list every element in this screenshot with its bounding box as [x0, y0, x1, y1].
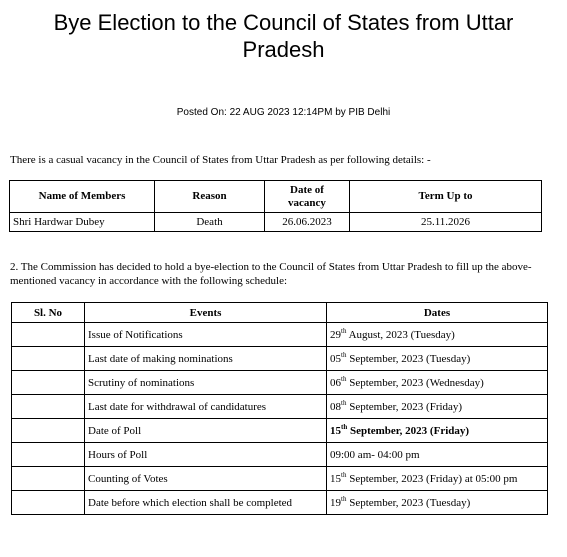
header-date-line2: vacancy — [288, 196, 326, 209]
event-cell: Date before which election shall be completed — [85, 491, 327, 515]
event-cell: Hours of Poll — [85, 443, 327, 467]
slno-cell — [12, 347, 85, 371]
date-rest: September, 2023 (Tuesday) — [346, 352, 471, 365]
date-day: 19 — [330, 496, 341, 509]
posted-info: Posted On: 22 AUG 2023 12:14PM by PIB Delhi — [176, 107, 391, 118]
date-suffix: th — [341, 494, 347, 503]
member-name: Shri Hardwar Dubey — [10, 213, 155, 232]
date-suffix: th — [341, 350, 347, 359]
header-term: Term Up to — [350, 181, 542, 213]
slno-cell — [12, 323, 85, 347]
date-cell — [327, 491, 548, 515]
page-title: Bye Election to the Council of States from Uttar Pradesh — [53, 10, 514, 62]
date-day: 29 — [330, 328, 341, 341]
date-suffix: th — [341, 398, 347, 407]
event-cell: Issue of Notifications — [85, 323, 327, 347]
header-dates: Dates — [327, 303, 548, 323]
slno-cell — [12, 467, 85, 491]
vacancy-table — [9, 180, 542, 232]
header-date-of-vacancy — [265, 181, 350, 213]
date-rest: September, 2023 (Friday) — [346, 400, 463, 413]
header-members: Name of Members — [10, 181, 155, 213]
table-row — [12, 419, 548, 443]
schedule-header-row — [12, 303, 548, 323]
intro-text: There is a casual vacancy in the Council of States from Uttar Pradesh as per following details: - — [10, 154, 431, 166]
date-rest: September, 2023 (Tuesday) — [346, 496, 471, 509]
date-rest: August, 2023 (Tuesday) — [346, 328, 455, 341]
header-slno: Sl. No — [12, 303, 85, 323]
table-row — [12, 347, 548, 371]
date-suffix: th — [341, 326, 347, 335]
date-day: 15 — [330, 424, 341, 437]
date-rest: September, 2023 (Friday) — [347, 424, 470, 437]
table-row — [12, 443, 548, 467]
table-row — [12, 491, 548, 515]
event-cell: Scrutiny of nominations — [85, 371, 327, 395]
date-cell: 09:00 am- 04:00 pm — [327, 443, 548, 467]
date-cell — [327, 395, 548, 419]
table-row — [12, 371, 548, 395]
schedule-paragraph: 2. The Commission has decided to hold a bye-election to the Council of States from Uttar Pradesh to fill up the above-mentioned vacancy in accordance with the following schedule: — [10, 261, 532, 287]
date-rest: September, 2023 (Wednesday) — [346, 376, 484, 389]
event-cell: Date of Poll — [85, 419, 327, 443]
slno-cell — [12, 443, 85, 467]
date-rest: September, 2023 (Friday) at 05:00 pm — [346, 472, 518, 485]
vacancy-reason: Death — [155, 213, 265, 232]
date-cell — [327, 347, 548, 371]
header-date-line1: Date of — [290, 183, 324, 196]
slno-cell — [12, 371, 85, 395]
header-events: Events — [85, 303, 327, 323]
schedule-table — [11, 302, 548, 515]
term-up-to: 25.11.2026 — [350, 213, 542, 232]
vacancy-date: 26.06.2023 — [265, 213, 350, 232]
date-cell — [327, 467, 548, 491]
vacancy-header-row — [10, 181, 542, 213]
event-cell: Counting of Votes — [85, 467, 327, 491]
table-row — [12, 323, 548, 347]
slno-cell — [12, 395, 85, 419]
event-cell: Last date for withdrawal of candidatures — [85, 395, 327, 419]
date-suffix: th — [341, 374, 347, 383]
date-cell — [327, 323, 548, 347]
event-cell: Last date of making nominations — [85, 347, 327, 371]
date-cell — [327, 371, 548, 395]
date-cell — [327, 419, 548, 443]
table-row — [12, 467, 548, 491]
date-day: 05 — [330, 352, 341, 365]
date-suffix: th — [341, 470, 347, 479]
table-row — [12, 395, 548, 419]
date-day: 15 — [330, 472, 341, 485]
date-suffix: th — [341, 422, 348, 431]
date-day: 06 — [330, 376, 341, 389]
slno-cell — [12, 491, 85, 515]
slno-cell — [12, 419, 85, 443]
date-day: 08 — [330, 400, 341, 413]
header-reason: Reason — [155, 181, 265, 213]
vacancy-row — [10, 213, 542, 232]
